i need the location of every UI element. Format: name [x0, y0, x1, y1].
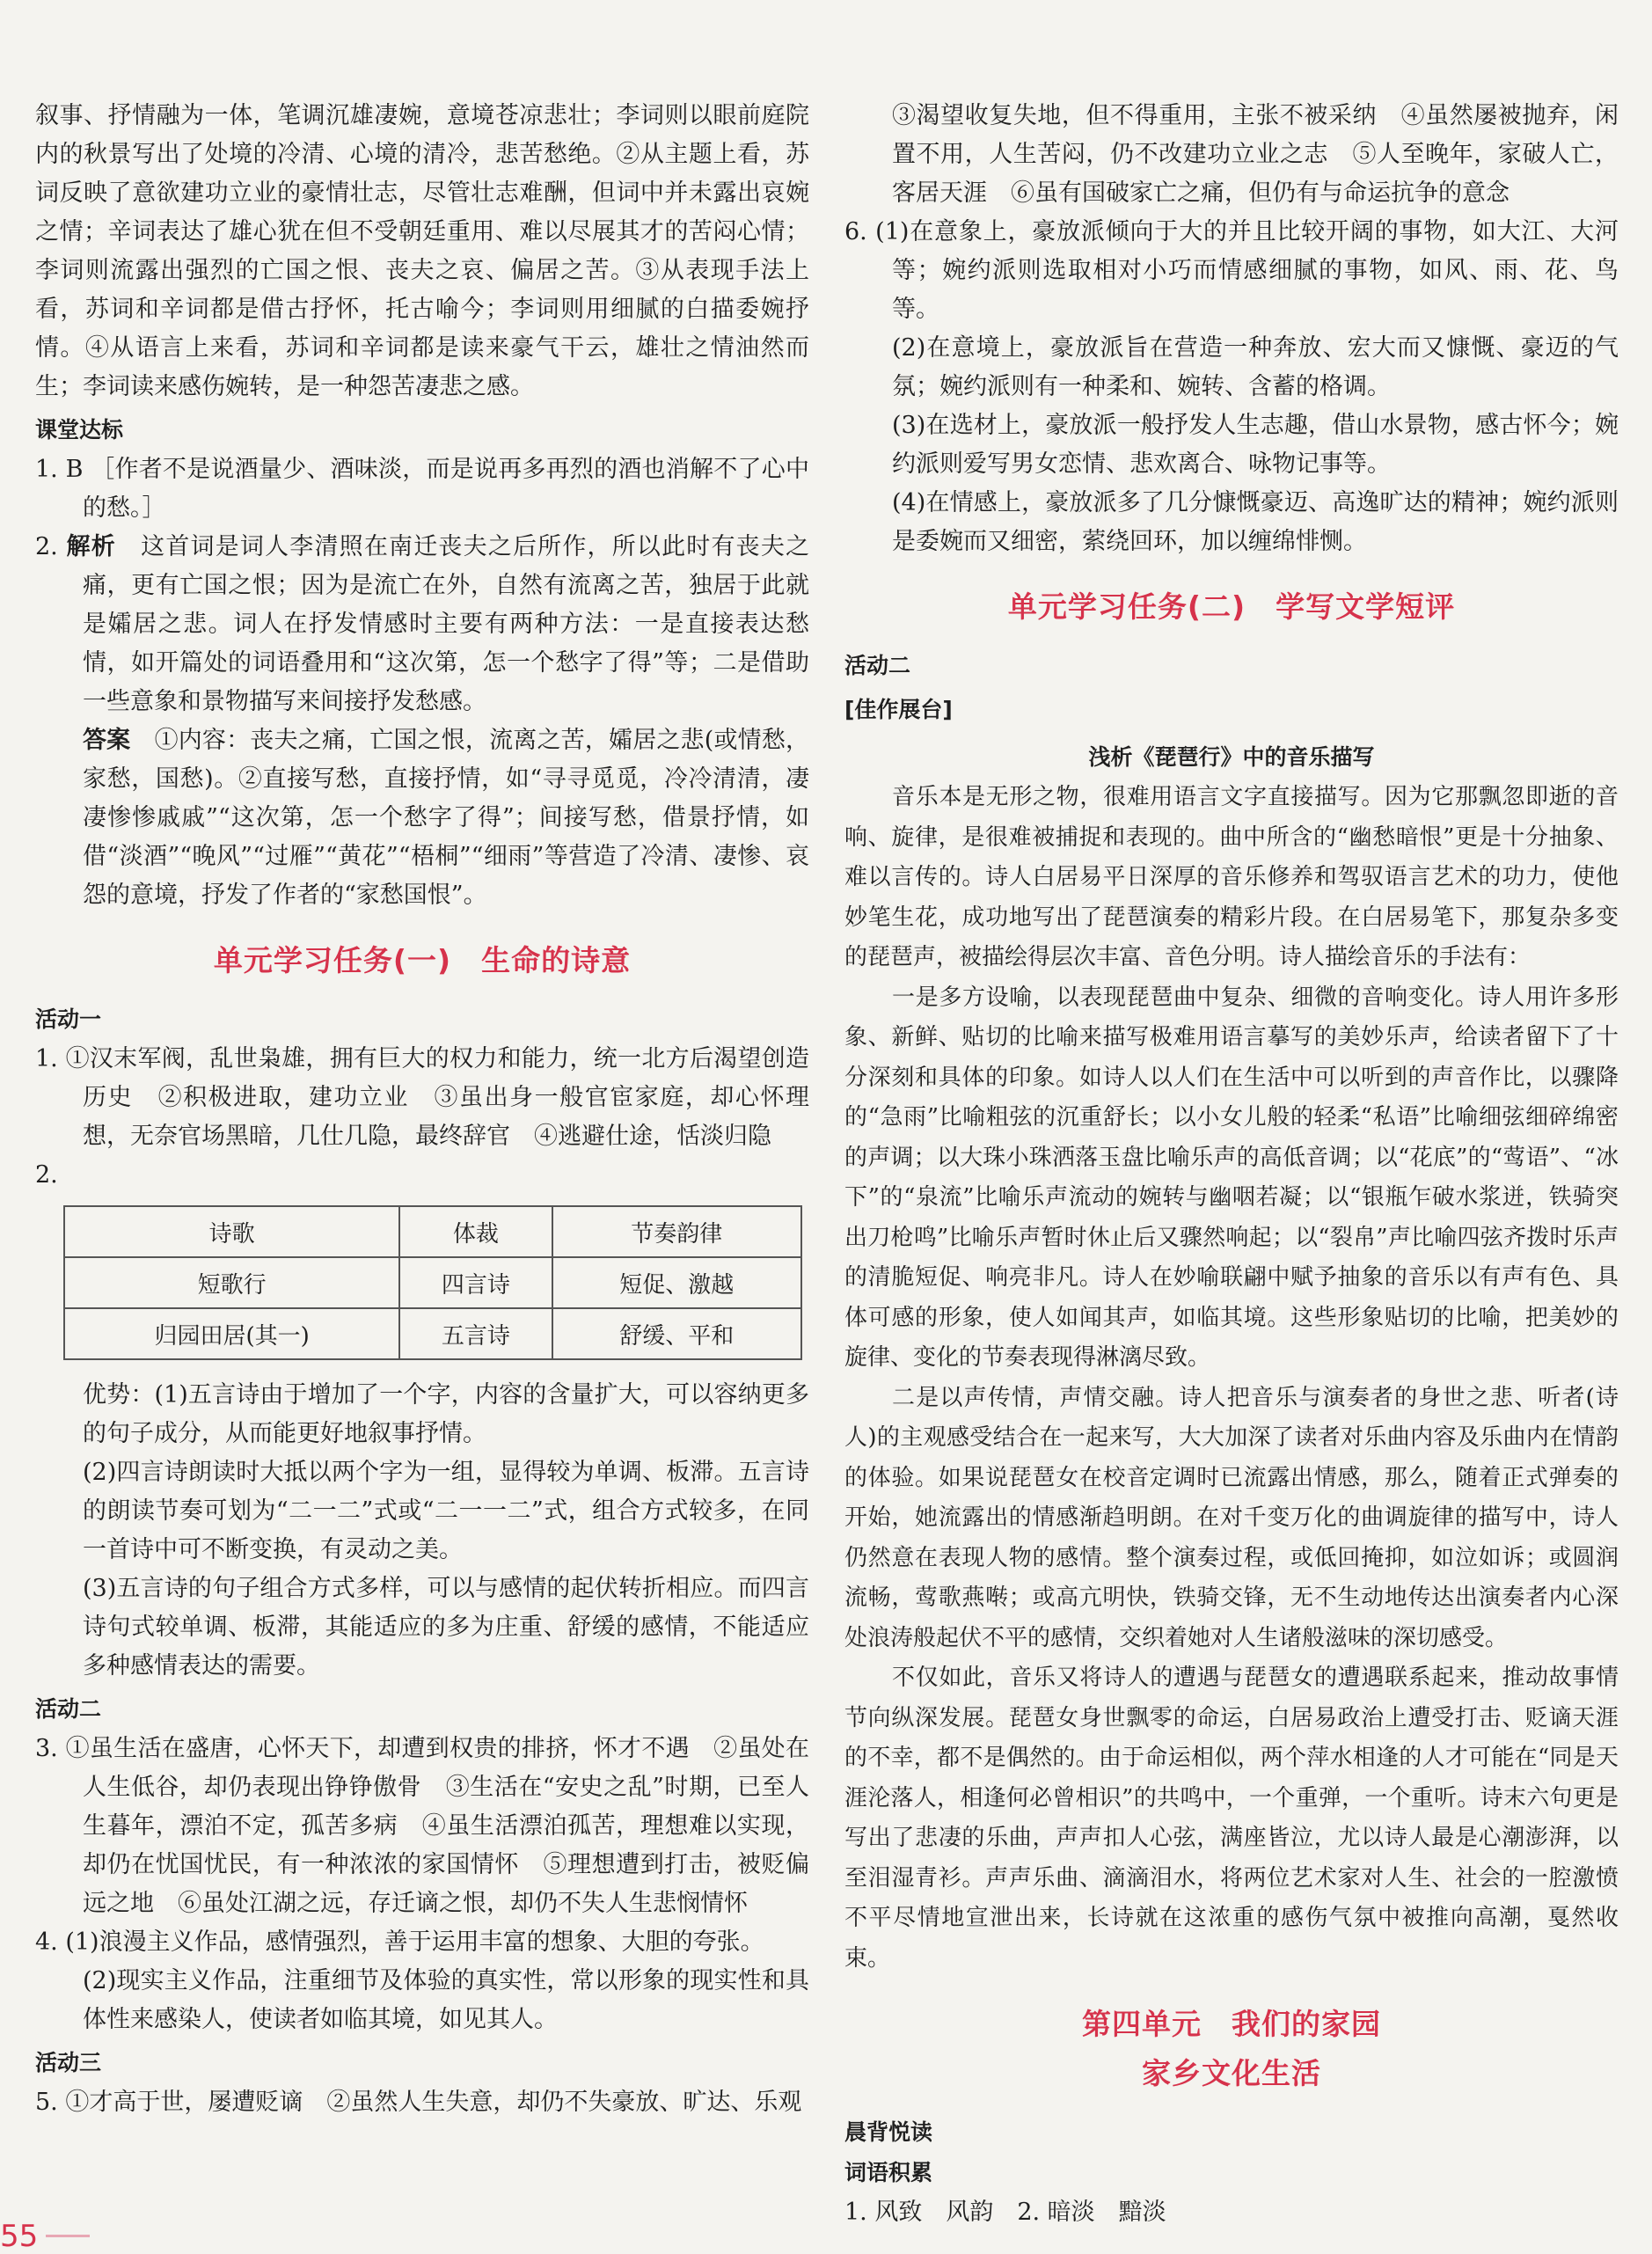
answer-a3: 3. ①虽生活在盛唐，心怀天下，却遭到权贵的排挤，怀才不遇 ②虽处在人生低谷，却仍表现出铮铮傲骨 ③生活在“安史之乱”时期，已至人生暮年，漂泊不定，孤苦多病 ④虽生活漂泊孤苦，理想难以实现，却仍在忧国忧民，有一种浓浓的家国情怀 ⑤理想遭到打击，被贬偏远之地 ⑥虽处江湖之远，存迁谪之恨，却仍不失人生悲悯情怀: [35, 1735, 809, 1917]
left-column: [35, 97, 809, 2122]
table-header: 体裁: [399, 1206, 552, 1257]
advantage-2: (2)四言诗朗读时大抵以两个字为一组，显得较为单调、板滞。五言诗的朗读节奏可划为“二一二”式或“二一一二”式，组合方式较多，在同一首诗中可不断变换，有灵动之美。: [83, 1459, 809, 1563]
essay-paragraph: 二是以声传情，声情交融。诗人把音乐与演奏者的身世之悲、听者(诗人)的主观感受结合在一起来写，大大加深了读者对乐曲内容及乐曲内在情韵的体验。如果说琵琶女在校音定调时已流露出情感，那么，随着正式弹奏的开始，她流露出的情感渐趋明朗。在对千变万化的曲调旋律的描写中，诗人仍然意在表现人物的感情。整个演奏过程，或低回掩抑，如泣如诉；或圆润流畅，莺歌燕啭；或高亢明快，铁骑交锋，无不生动地传达出演奏者内心深处浪涛般起伏不平的感情，交织着她对人生诸般滋味的深切感受。: [844, 1384, 1619, 1651]
answer-a5: 5. ①才高于世，屡遭贬谪 ②虽然人生失意，却仍不失豪放、旷达、乐观: [35, 2089, 802, 2116]
activity-2-label: 活动二: [35, 1696, 102, 1722]
unit-4-subtitle: 家乡文化生活: [1142, 2056, 1321, 2090]
task-1-title: 单元学习任务(一) 生命的诗意: [213, 943, 632, 977]
essay-paragraph: 音乐本是无形之物，很难用语言文字直接描写。因为它那飘忽即逝的音响、旋律，是很难被捕捉和表现的。曲中所含的“幽愁暗恨”更是十分抽象、难以言传的。诗人白居易平日深厚的音乐修养和驾驭语言艺术的功力，使他妙笔生花，成功地写出了琵琶演奏的精彩片段。在白居易笔下，那复杂多变的琵琶声，被描绘得层次丰富、音色分明。诗人描绘音乐的手法有：: [844, 784, 1619, 970]
task-2-title: 单元学习任务(二) 学写文学短评: [1007, 589, 1456, 624]
morning-reading-label: 晨背悦读: [844, 2119, 933, 2145]
answer-a2-number: 2.: [35, 1161, 58, 1189]
answer-1: 1. B ［作者不是说酒量少、酒味淡，而是说再多再烈的酒也消解不了心中的愁。］: [35, 456, 809, 522]
essay-paragraph: 一是多方设喻，以表现琵琶曲中复杂、细微的音响变化。诗人用许多形象、新鲜、贴切的比喻来描写极难用语言摹写的美妙乐声，给读者留下了十分深刻和具体的印象。如诗人以人们在生活中可以听到的声音作比，以骤降的“急雨”比喻粗弦的沉重舒长；以小女儿般的轻柔“私语”比喻细弦细碎绵密的声调；以大珠小珠洒落玉盘比喻乐声的高低音调；以“花底”的“莺语”、“冰下”的“泉流”比喻乐声流动的婉转与幽咽若凝；以“银瓶乍破水浆迸，铁骑突出刀枪鸣”比喻乐声暂时休止后又骤然响起；以“裂帛”声比喻四弦齐拨时乐声的清脆短促、响亮非凡。诗人在妙喻联翩中赋予抽象的音乐以有声有色、具体可感的形象，使人如闻其声，如临其境。这些形象贴切的比喻，把美妙的旋律、变化的节奏表现得淋漓尽致。: [844, 984, 1619, 1371]
table-row: [64, 1308, 801, 1359]
answer-a1: 1. ①汉末军阀，乱世枭雄，拥有巨大的权力和能力，统一北方后渴望创造历史 ②积极进取，建功立业 ③虽出身一般官宦家庭，却心怀理想，无奈官场黑暗，几仕几隐，最终辞官 ④逃避仕途，恬淡归隐: [35, 1045, 809, 1150]
answer-a6-1: 6. (1)在意象上，豪放派倾向于大的并且比较开阔的事物，如大江、大河等；婉约派则选取相对小巧而情感细腻的事物，如风、雨、花、鸟等。: [844, 218, 1619, 323]
activity-2-label-right: 活动二: [844, 653, 911, 678]
table-cell: 短促、激越: [552, 1257, 801, 1308]
answer-a6-4: (4)在情感上，豪放派多了几分慷慨豪迈、高逸旷达的精神；婉约派则是委婉而又细密，萦绕回环，加以缠绵悱恻。: [892, 489, 1619, 555]
comparison-table: [63, 1205, 802, 1360]
unit-4-title: 第四单元 我们的家园: [1082, 2007, 1381, 2041]
table-header: 节奏韵律: [552, 1206, 801, 1257]
answer-a5-continuation: ③渴望收复失地，但不得重用，主张不被采纳 ④虽然屡被抛弃，闲置不用，人生苦闷，仍不改建功立业之志 ⑤人至晚年，家破人亡，客居天涯 ⑥虽有国破家亡之痛，但仍有与命运抗争的意念: [892, 102, 1619, 207]
table-row: [64, 1257, 801, 1308]
essay-body: [844, 778, 1619, 1979]
essay-paragraph: 不仅如此，音乐又将诗人的遭遇与琵琶女的遭遇联系起来，推动故事情节向纵深发展。琵琶女身世飘零的命运，白居易政治上遭受打击、贬谪天涯的不幸，都不是偶然的。由于命运相似，两个萍水相逢的人才可能在“同是天涯沦落人，相逢何必曾相识”的共鸣中，一个重弹，一个重听。诗末六句更是写出了悲凄的乐曲，声声扣人心弦，满座皆泣，尤以诗人最是心潮澎湃，以至泪湿青衫。声声乐曲、滴滴泪水，将两位艺术家对人生、社会的一腔激愤不平尽情地宣泄出来，长诗就在这浓重的感伤气氛中被推向高潮，戛然收束。: [844, 1665, 1619, 1972]
analysis-continuation: 叙事、抒情融为一体，笔调沉雄凄婉，意境苍凉悲壮；李词则以眼前庭院内的秋景写出了处境的冷清、心境的清冷，悲苦愁绝。②从主题上看，苏词反映了意欲建功立业的豪情壮志，尽管壮志难酬，但词中并未露出哀婉之情；辛词表达了雄心犹在但不受朝廷重用、难以尽展其才的苦闷心情；李词则流露出强烈的亡国之恨、丧夫之哀、偏居之苦。③从表现手法上看，苏词和辛词都是借古抒怀，托古喻今；李词则用细腻的白描委婉抒情。④从语言上来看，苏词和辛词都是读来豪气干云，雄壮之情油然而生；李词读来感伤婉转，是一种怨苦凄悲之感。: [35, 102, 809, 400]
table-cell: 舒缓、平和: [552, 1308, 801, 1359]
answer-2-answer: 答案 ①内容：丧夫之痛，亡国之恨，流离之苦，孀居之悲(或情愁，家愁，国愁)。②直接写愁，直接抒情，如“寻寻觅觅，冷冷清清，凄凄惨惨戚戚”“这次第，怎一个愁字了得”；间接写愁，借景抒情，如借“淡酒”“晚风”“过雁”“黄花”“梧桐”“细雨”等营造了冷清、凄惨、哀怨的意境，抒发了作者的“家愁国恨”。: [83, 727, 810, 909]
table-cell: 五言诗: [399, 1308, 552, 1359]
activity-1-label: 活动一: [35, 1006, 102, 1032]
table-header-row: [64, 1206, 801, 1257]
vocab-items: 1. 风致 风韵 2. 暗淡 黯淡: [844, 2199, 1166, 2226]
table-cell: 四言诗: [399, 1257, 552, 1308]
page-number-rule: [46, 2235, 90, 2237]
activity-3-label: 活动三: [35, 2050, 102, 2075]
table-cell: 归园田居(其一): [64, 1308, 399, 1359]
page-number: 55: [0, 2219, 39, 2254]
table-header: 诗歌: [64, 1206, 399, 1257]
analysis-tag: 解析: [66, 533, 116, 560]
essay-title: 浅析《琵琶行》中的音乐描写: [1088, 744, 1375, 770]
right-column: [844, 97, 1619, 2232]
advantage-1: 优势：(1)五言诗由于增加了一个字，内容的含量扩大，可以容纳更多的句子成分，从而能更好地叙事抒情。: [83, 1381, 809, 1447]
showcase-label: [佳作展台]: [844, 697, 953, 722]
answer-a6-3: (3)在选材上，豪放派一般抒发人生志趣，借山水景物，感古怀今；婉约派则爱写男女恋情、悲欢离合、咏物记事等。: [892, 412, 1619, 478]
answer-a4-1: 4. (1)浪漫主义作品，感情强烈，善于运用丰富的想象、大胆的夸张。: [35, 1928, 764, 1956]
answer-tag: 答案: [83, 727, 131, 754]
advantage-3: (3)五言诗的句子组合方式多样，可以与感情的起伏转折相应。而四言诗句式较单调、板滞，其能适应的多为庄重、舒缓的感情，不能适应多种感情表达的需要。: [83, 1575, 809, 1680]
table-cell: 短歌行: [64, 1257, 399, 1308]
answer-2-analysis: 2. 解析 这首词是词人李清照在南迁丧夫之后所作，所以此时有丧夫之痛，更有亡国之恨；因为是流亡在外，自然有流离之苦，独居于此就是孀居之悲。词人在抒发情感时主要有两种方法：一是直接表达愁情，如开篇处的词语叠用和“这次第，怎一个愁字了得”等；二是借助一些意象和景物描写来间接抒发愁感。: [35, 533, 810, 715]
answer-a4-2: (2)现实主义作品，注重细节及体验的真实性，常以形象的现实性和具体性来感染人，使读者如临其境，如见其人。: [83, 1967, 809, 2033]
ketang-label: 课堂达标: [35, 417, 124, 443]
answer-a6-2: (2)在意境上，豪放派旨在营造一种奔放、宏大而又慷慨、豪迈的气氛；婉约派则有一种柔和、婉转、含蓄的格调。: [892, 334, 1619, 400]
vocab-label: 词语积累: [844, 2160, 933, 2185]
